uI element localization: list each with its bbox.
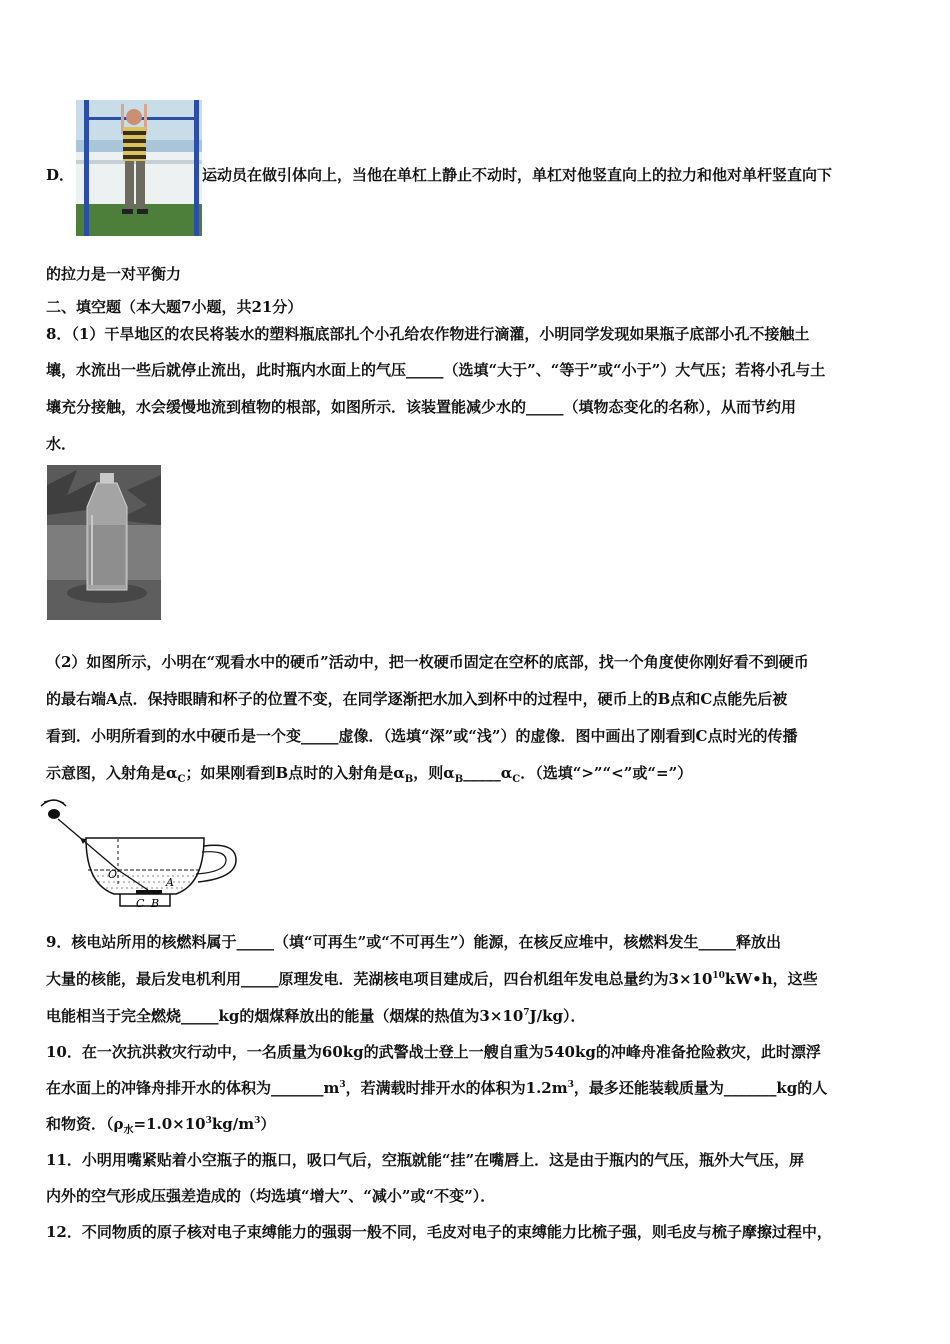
q10-l3-c: kg/m	[211, 1115, 255, 1133]
q9-line1: 9．核电站所用的核燃料属于_____（填“可再生”或“不可再生”）能源，在核反应堆中，核燃料发生_____释放出	[46, 933, 781, 951]
option-d-text-line1: 运动员在做引体向上，当他在单杠上静止不动时，单杠对他竖直向上的拉力和他对单杆竖直向下	[202, 166, 833, 184]
q10-l3-d: ）	[260, 1115, 276, 1133]
q11-line2: 内外的空气形成压强差造成的（均选填“增大”、“减小”或“不变”）．	[46, 1187, 496, 1205]
q9-l3-sup: 7	[523, 1008, 530, 1018]
q8-p2-l4-sub3: B	[454, 774, 464, 785]
q9-line2	[46, 969, 906, 989]
label-b: B	[151, 897, 160, 910]
q8-p2-l4-sub2: B	[404, 774, 414, 785]
q10-line2	[46, 1078, 906, 1098]
q8-p2-line1: （2）如图所示，小明在“观看水中的硬币”活动中，把一枚硬币固定在空杯的底部，找一个角度使你刚好看不到硬币	[46, 653, 809, 671]
q8-p1-line4: 水．	[46, 435, 77, 453]
q8-p2-l4-a: 示意图，入射角是α	[46, 764, 178, 782]
eye-icon	[41, 800, 66, 819]
label-o: O	[108, 868, 118, 881]
q10-l3-sub: 水	[123, 1125, 134, 1136]
option-d-label: D．	[46, 166, 75, 184]
q8-p2-line2: 的最右端A点．保持眼睛和杯子的位置不变，在同学逐渐把水加入到杯中的过程中，硬币上的B点和C点能先后被	[46, 690, 788, 708]
option-d-text-line2: 的拉力是一对平衡力	[46, 265, 182, 283]
q8-p2-line3: 看到．小明所看到的水中硬币是一个变_____虚像．（选填“深”或“浅”）的虚像．图中画出了刚看到C点时光的传播	[46, 727, 798, 745]
q10-l3-sup1: 3	[205, 1116, 212, 1126]
q10-line3	[46, 1114, 906, 1134]
q8-p1-line3: 壤充分接触，水会缓慢地流到植物的根部，如图所示．该装置能减少水的_____（填物态变化的名称），从而节约用	[46, 398, 797, 416]
q12-line1: 12．不同物质的原子核对电子束缚能力的强弱一般不同，毛皮对电子的束缚能力比梳子强，则毛皮与梳子摩擦过程中，	[46, 1223, 832, 1241]
q10-l2-sup2: 3	[567, 1080, 574, 1090]
q8-p2-l4-sub4: C	[512, 774, 521, 785]
q9-l3-a: 电能相当于完全燃烧_____kg的烟煤释放出的能量（烟煤的热值为3×10	[46, 1007, 524, 1025]
q8-p2-l4-sub1: C	[177, 774, 186, 785]
q8-p2-l4-b: ；如果刚看到B点时的入射角是α	[185, 764, 405, 782]
q8-p2-line4	[46, 763, 906, 783]
q8-p2-l4-c: ，则α	[413, 764, 455, 782]
q9-l2-sup: 10	[712, 971, 725, 981]
q8-p1-line1: 8．（1）干旱地区的农民将装水的塑料瓶底部扎个小孔给农作物进行滴灌，小明同学发现如果瓶子底部小孔不接触土	[46, 325, 810, 343]
label-a: A	[166, 876, 174, 889]
q10-l3-a: 和物资．（ρ	[46, 1115, 124, 1133]
q10-l2-sup1: 3	[339, 1080, 346, 1090]
q9-l2-a: 大量的核能，最后发电机利用_____原理发电．芜湖核电项目建成后，四台机组年发电总量约为3×10	[46, 970, 713, 988]
coin-cup-diagram	[36, 794, 244, 916]
label-c: C	[136, 897, 145, 910]
drip-bottle-photo	[47, 465, 161, 620]
q9-l3-b: J/kg）．	[529, 1007, 586, 1025]
q10-l3-sup2: 3	[254, 1116, 261, 1126]
q9-line3	[46, 1006, 906, 1026]
q8-p1-line2: 壤，水流出一些后就停止流出，此时瓶内水面上的气压_____（选填“大于”、“等于”或“小于”）大气压；若将小孔与土	[46, 361, 826, 379]
q8-p2-l4-e: ．（选填“>”“<”或“=”）	[520, 764, 693, 782]
q10-l2-b: ，若满载时排开水的体积为1.2m	[345, 1079, 568, 1097]
q9-l2-b: kW•h，这些	[724, 970, 818, 988]
q10-l2-a: 在水面上的冲锋舟排开水的体积为_______m	[46, 1079, 340, 1097]
section-heading: 二、填空题（本大题7小题，共21分）	[46, 298, 303, 316]
q10-l3-b: =1.0×10	[133, 1115, 206, 1133]
q10-line1: 10．在一次抗洪救灾行动中，一名质量为60kg的武警战士登上一艘自重为540kg的冲峰舟准备抢险救灾，此时漂浮	[46, 1043, 821, 1061]
q8-p2-l4-d: _____α	[463, 764, 513, 782]
pullup-athlete-photo	[76, 100, 202, 236]
q11-line1: 11．小明用嘴紧贴着小空瓶子的瓶口，吸口气后，空瓶就能“挂”在嘴唇上．这是由于瓶内的气压，瓶外大气压，屏	[46, 1151, 805, 1169]
q10-l2-c: ，最多还能装载质量为_______kg的人	[573, 1079, 828, 1097]
